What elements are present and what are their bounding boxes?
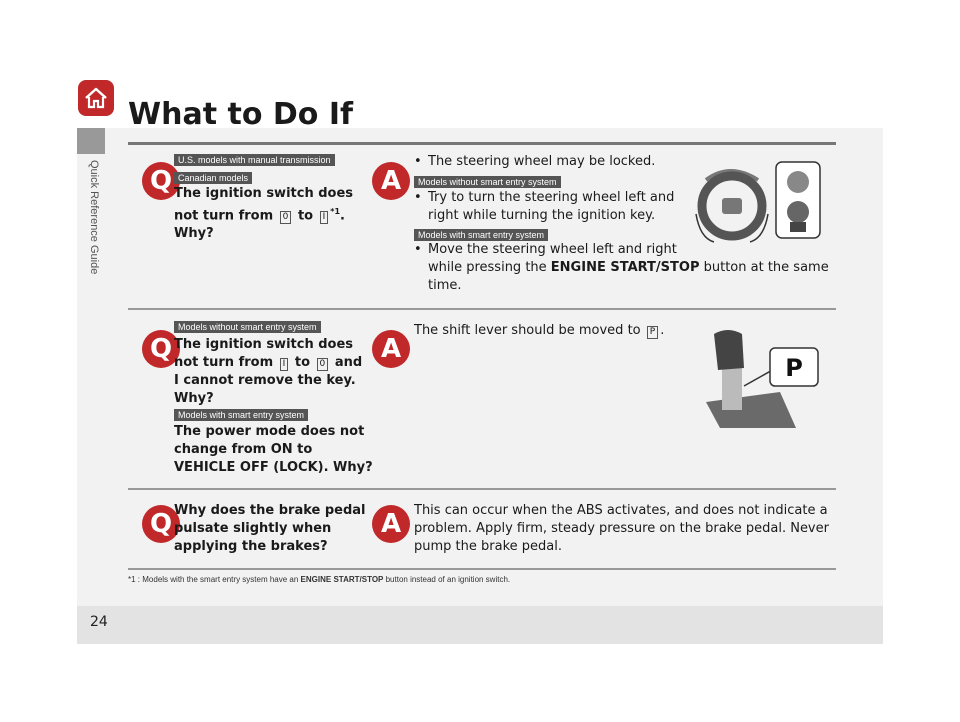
- question-text: to: [294, 355, 311, 370]
- home-button[interactable]: [78, 80, 114, 116]
- answer-text: problem. Apply firm, steady pressure on the brake pedal. Never: [414, 521, 829, 536]
- answer-3: [414, 241, 829, 295]
- page-number: 24: [90, 614, 108, 630]
- key-0: 0: [317, 358, 329, 371]
- key-0: 0: [280, 211, 292, 224]
- answer-keyword: ENGINE START/STOP: [550, 260, 700, 275]
- lever-shaft: [722, 366, 742, 410]
- answer-text: This can occur when the ABS activates, and does not indicate a: [414, 503, 828, 518]
- question-line: Why does the brake pedal: [174, 503, 366, 518]
- steering-wheel-illustration: [684, 158, 824, 244]
- section-divider: [128, 568, 836, 570]
- answer-text: time.: [428, 278, 462, 293]
- question-line: The ignition switch does: [174, 186, 354, 201]
- tag-with-smart: Models with smart entry system: [174, 409, 308, 421]
- section-divider: [128, 308, 836, 310]
- page-title: What to Do If: [128, 97, 354, 132]
- key-I: I: [320, 211, 329, 224]
- question-badge: Q: [142, 162, 180, 200]
- question-badge: Q: [142, 505, 180, 543]
- question-text: not turn from: [174, 355, 274, 370]
- shift-knob-icon: [714, 330, 744, 370]
- answer-text: The shift lever should be moved to: [414, 323, 641, 338]
- question-line: VEHICLE OFF (LOCK). Why?: [174, 460, 373, 475]
- question-line: Why?: [174, 391, 214, 406]
- question-line: Why?: [174, 226, 214, 242]
- answer-badge: A: [372, 330, 410, 368]
- console-base: [706, 392, 796, 428]
- title-rule: [128, 142, 836, 145]
- tag-with-smart: Models with smart entry system: [414, 229, 548, 241]
- footnote: [128, 575, 510, 584]
- finger-icon: [790, 222, 806, 232]
- question-line: pulsate slightly when: [174, 521, 332, 536]
- answer-text: pump the brake pedal.: [414, 539, 562, 554]
- footnote-keyword: ENGINE START/STOP: [300, 575, 384, 584]
- wheel-hub: [722, 198, 742, 214]
- answer-text: while pressing the: [428, 260, 547, 275]
- answer-text: button at the same: [703, 260, 829, 275]
- answer-text: .: [660, 323, 665, 338]
- answer-2: [414, 189, 674, 225]
- footnote-ref: *1: [330, 207, 341, 216]
- answer-shift-lever: [414, 322, 664, 340]
- question-line: The power mode does not: [174, 424, 365, 439]
- side-label: Quick Reference Guide: [88, 160, 100, 275]
- key-P: P: [647, 326, 658, 339]
- question-line: [174, 354, 362, 372]
- question-line: The ignition switch does: [174, 337, 354, 352]
- side-tab: [77, 128, 105, 154]
- footer-band: [77, 606, 883, 644]
- footnote-text: Models with the smart entry system have an: [142, 575, 299, 584]
- key-icon: [787, 171, 809, 193]
- question-3: [174, 502, 366, 556]
- tag-canadian: Canadian models: [174, 172, 252, 184]
- bullet-icon: •: [414, 154, 422, 169]
- key-I: I: [280, 358, 289, 371]
- callout-label: P: [785, 354, 803, 382]
- question-badge: Q: [142, 330, 180, 368]
- question-text: to: [297, 208, 314, 224]
- question-text: and: [334, 355, 363, 370]
- start-button-icon: [787, 201, 809, 223]
- answer-badge: A: [372, 162, 410, 200]
- answer-abs: [414, 502, 829, 556]
- question-line: change from ON to: [174, 442, 313, 457]
- answer-1: [414, 153, 655, 171]
- question-2a: [174, 336, 362, 408]
- section-divider: [128, 488, 836, 490]
- bullet-icon: •: [414, 242, 422, 257]
- answer-text: Try to turn the steering wheel left and: [428, 190, 675, 205]
- tag-us-manual: U.S. models with manual transmission: [174, 154, 335, 166]
- tag-without-smart: Models without smart entry system: [414, 176, 561, 188]
- question-line: applying the brakes?: [174, 539, 328, 554]
- footnote-text: button instead of an ignition switch.: [385, 575, 511, 584]
- question-1: [174, 185, 353, 243]
- question-line: I cannot remove the key.: [174, 373, 356, 388]
- answer-text: The steering wheel may be locked.: [428, 154, 656, 169]
- home-icon: [83, 85, 109, 111]
- shift-lever-illustration: [700, 324, 824, 432]
- bullet-icon: •: [414, 190, 422, 205]
- footnote-mark: *1 :: [128, 575, 141, 584]
- question-text: not turn from: [174, 208, 274, 224]
- answer-badge: A: [372, 505, 410, 543]
- answer-text: Move the steering wheel left and right: [428, 242, 677, 257]
- question-line: not turn from 0 to $I^{*1}$.: [174, 207, 345, 224]
- question-2b: [174, 423, 373, 477]
- tag-without-smart: Models without smart entry system: [174, 321, 321, 333]
- answer-text: right while turning the ignition key.: [428, 208, 656, 223]
